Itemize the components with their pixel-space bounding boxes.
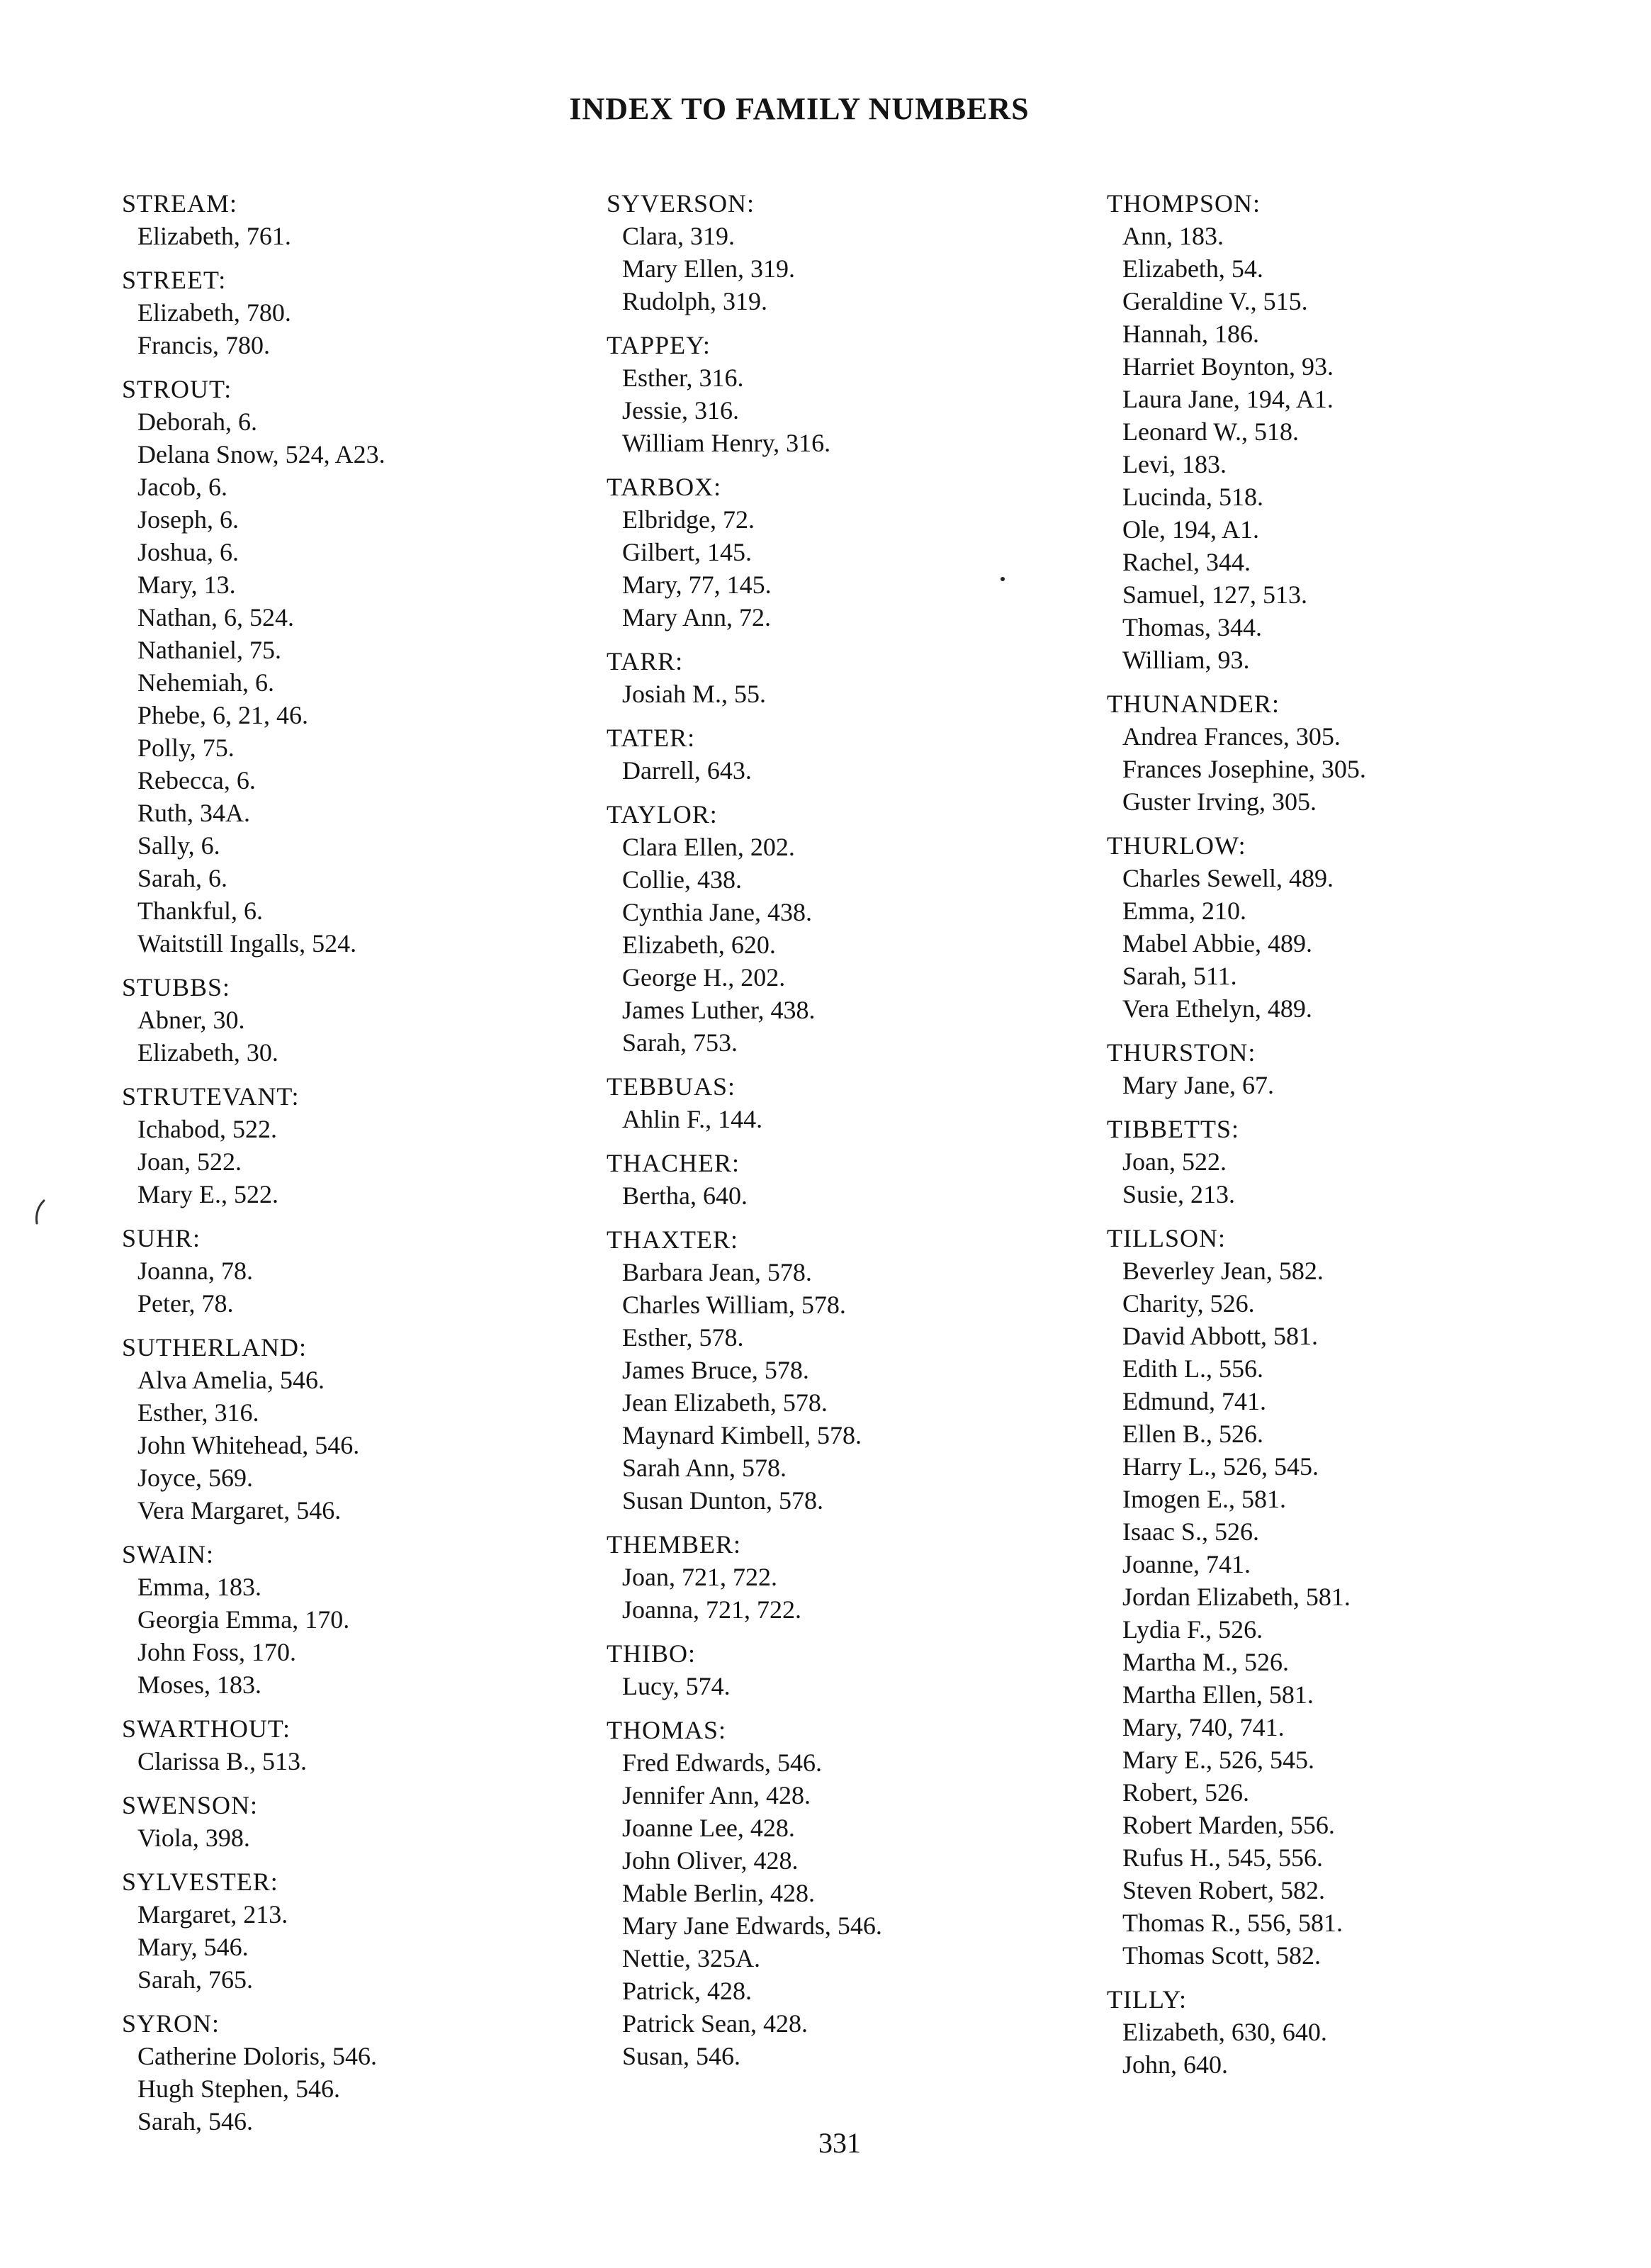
surname-group [1107, 187, 1574, 676]
index-entry: Charity, 526. [1122, 1289, 1255, 1318]
margin-pencil-mark [31, 1198, 48, 1226]
index-entry: Sarah, 753. [622, 1028, 738, 1057]
index-entry: Mary, 13. [137, 571, 236, 599]
index-entry: Emma, 210. [1122, 897, 1246, 925]
index-entry: Ellen B., 526. [1122, 1420, 1263, 1448]
index-entry: Susie, 213. [1122, 1180, 1236, 1208]
index-entry: William Henry, 316. [622, 429, 831, 457]
index-entry: Charles William, 578. [622, 1291, 846, 1319]
index-entry: Moses, 183. [137, 1671, 262, 1699]
surname-heading: SWARTHOUT: [122, 1714, 291, 1743]
surname-heading: SYVERSON: [607, 189, 755, 218]
index-entry: Rachel, 344. [1122, 548, 1251, 576]
surname-heading: SYLVESTER: [122, 1868, 278, 1896]
index-entry: Joan, 522. [1122, 1147, 1227, 1176]
index-entry: Susan Dunton, 578. [622, 1486, 824, 1515]
index-entry: Joshua, 6. [137, 538, 239, 566]
surname-heading: SUTHERLAND: [122, 1333, 307, 1362]
index-entry: Levi, 183. [1122, 450, 1227, 478]
index-entry: Nehemiah, 6. [137, 668, 274, 697]
page-title: INDEX TO FAMILY NUMBERS [569, 91, 1030, 126]
index-entry: Joanna, 721, 722. [622, 1595, 801, 1624]
index-entry: Sarah, 765. [137, 1965, 253, 1994]
index-entry: Mary, 546. [137, 1933, 249, 1961]
surname-heading: TILLSON: [1107, 1224, 1226, 1252]
index-entry: Deborah, 6. [137, 408, 257, 436]
index-entry: Elizabeth, 780. [137, 298, 291, 327]
index-entry: Hannah, 186. [1122, 320, 1259, 348]
index-entry: Elizabeth, 630, 640. [1122, 2018, 1327, 2046]
surname-group [1107, 1222, 1574, 1972]
index-column-2 [607, 187, 1074, 2084]
surname-group [122, 1789, 590, 1854]
surname-heading: STRUTEVANT: [122, 1082, 300, 1111]
index-entry: Elbridge, 72. [622, 505, 755, 534]
index-entry: Catherine Doloris, 546. [137, 2042, 377, 2070]
surname-group [607, 471, 1074, 634]
surname-heading: STROUT: [122, 375, 232, 403]
index-entry: Vera Ethelyn, 489. [1122, 994, 1312, 1023]
index-entry: John Oliver, 428. [622, 1846, 799, 1875]
index-entry: Robert, 526. [1122, 1778, 1249, 1807]
surname-heading: THURSTON: [1107, 1038, 1256, 1067]
surname-heading: TILLY: [1107, 1985, 1188, 2014]
surname-heading: SYRON: [122, 2009, 220, 2038]
index-entry: James Bruce, 578. [622, 1356, 809, 1384]
index-column-1 [122, 187, 590, 2149]
index-entry: Esther, 316. [622, 364, 744, 392]
index-entry: Phebe, 6, 21, 46. [137, 701, 308, 729]
surname-group [607, 1070, 1074, 1135]
surname-group [122, 1222, 590, 1320]
index-entry: Emma, 183. [137, 1573, 261, 1601]
index-entry: Joanne Lee, 428. [622, 1814, 795, 1842]
index-entry: Patrick, 428. [622, 1977, 752, 2005]
surname-heading: SWENSON: [122, 1791, 259, 1819]
index-entry: John, 640. [1122, 2050, 1229, 2079]
index-entry: Thomas Scott, 582. [1122, 1941, 1321, 1970]
index-entry: Thomas R., 556, 581. [1122, 1909, 1343, 1937]
surname-group [607, 798, 1074, 1059]
surname-group [122, 264, 590, 361]
surname-group [1107, 1983, 1574, 2081]
index-entry: Joanna, 78. [137, 1257, 253, 1285]
index-entry: Rufus H., 545, 556. [1122, 1843, 1324, 1872]
index-entry: Harriet Boynton, 93. [1122, 352, 1334, 381]
index-entry: Guster Irving, 305. [1122, 787, 1317, 816]
index-entry: Rudolph, 319. [622, 287, 768, 315]
index-entry: Sarah, 546. [137, 2107, 253, 2135]
index-entry: Waitstill Ingalls, 524. [137, 929, 357, 958]
surname-group [122, 2007, 590, 2138]
index-entry: Ann, 183. [1122, 222, 1224, 250]
index-entry: John Whitehead, 546. [137, 1431, 360, 1459]
index-entry: Martha Ellen, 581. [1122, 1680, 1314, 1709]
index-entry: Mary Jane Edwards, 546. [622, 1911, 882, 1940]
index-entry: Sarah Ann, 578. [622, 1454, 787, 1482]
surname-group [1107, 1036, 1574, 1101]
index-entry: Lydia F., 526. [1122, 1615, 1263, 1644]
index-entry: Josiah M., 55. [622, 680, 767, 708]
index-entry: Edmund, 741. [1122, 1387, 1266, 1415]
surname-heading: THOMAS: [607, 1716, 727, 1744]
index-entry: Beverley Jean, 582. [1122, 1257, 1324, 1285]
index-entry: Elizabeth, 620. [622, 931, 776, 959]
index-entry: Mary E., 526, 545. [1122, 1746, 1314, 1774]
surname-heading: TATER: [607, 724, 696, 752]
index-entry: Joan, 721, 722. [622, 1563, 777, 1591]
page-number: 331 [818, 2127, 861, 2159]
index-entry: Sarah, 511. [1122, 962, 1237, 990]
index-entry: Barbara Jean, 578. [622, 1258, 812, 1286]
index-entry: Geraldine V., 515. [1122, 287, 1308, 315]
index-entry: Jennifer Ann, 428. [622, 1781, 811, 1809]
index-entry: Ahlin F., 144. [622, 1105, 763, 1133]
index-entry: Mable Berlin, 428. [622, 1879, 815, 1907]
index-entry: Elizabeth, 30. [137, 1038, 278, 1067]
index-entry: Esther, 316. [137, 1398, 259, 1427]
index-entry: Nathan, 6, 524. [137, 603, 294, 631]
surname-group [1107, 1113, 1574, 1211]
index-entry: Mary, 740, 741. [1122, 1713, 1285, 1741]
index-entry: Joyce, 569. [137, 1464, 253, 1492]
index-entry: Leonard W., 518. [1122, 417, 1299, 446]
surname-heading: THAXTER: [607, 1225, 738, 1254]
index-entry: Jacob, 6. [137, 473, 227, 501]
surname-group [607, 645, 1074, 710]
index-entry: Sally, 6. [137, 831, 220, 860]
index-entry: Laura Jane, 194, A1. [1122, 385, 1334, 413]
index-entry: Susan, 546. [622, 2042, 741, 2070]
surname-heading: SWAIN: [122, 1540, 214, 1568]
index-entry: Edith L., 556. [1122, 1354, 1263, 1383]
surname-group [122, 1331, 590, 1527]
surname-group [607, 1223, 1074, 1517]
index-entry: Sarah, 6. [137, 864, 227, 892]
index-entry: Imogen E., 581. [1122, 1485, 1286, 1513]
index-entry: Polly, 75. [137, 734, 235, 762]
index-entry: Mabel Abbie, 489. [1122, 929, 1312, 958]
index-entry: Lucy, 574. [622, 1672, 731, 1700]
surname-heading: TARR: [607, 647, 684, 675]
surname-group [607, 329, 1074, 459]
index-entry: Thomas, 344. [1122, 613, 1262, 641]
index-entry: Fred Edwards, 546. [622, 1748, 822, 1777]
index-entry: Harry L., 526, 545. [1122, 1452, 1319, 1481]
surname-heading: TARBOX: [607, 473, 722, 501]
index-entry: Mary Ann, 72. [622, 603, 771, 631]
index-entry: Mary Ellen, 319. [622, 254, 795, 283]
surname-heading: STREET: [122, 266, 227, 294]
surname-heading: STUBBS: [122, 973, 231, 1001]
index-entry: Peter, 78. [137, 1289, 234, 1318]
surname-heading: THOMPSON: [1107, 189, 1261, 218]
index-entry: Esther, 578. [622, 1323, 744, 1352]
index-entry: Gilbert, 145. [622, 538, 752, 566]
surname-heading: TEBBUAS: [607, 1072, 736, 1101]
index-entry: Ichabod, 522. [137, 1115, 277, 1143]
index-entry: Jean Elizabeth, 578. [622, 1388, 828, 1417]
index-entry: Ole, 194, A1. [1122, 515, 1259, 544]
surname-group [607, 187, 1074, 318]
index-entry: Isaac S., 526. [1122, 1517, 1259, 1546]
index-entry: Joan, 522. [137, 1147, 242, 1176]
index-entry: Vera Margaret, 546. [137, 1496, 342, 1525]
index-column-3 [1107, 187, 1574, 2092]
surname-group [607, 722, 1074, 787]
index-entry: Clara, 319. [622, 222, 735, 250]
index-entry: George H., 202. [622, 963, 786, 992]
surname-heading: TAPPEY: [607, 331, 711, 359]
index-entry: Cynthia Jane, 438. [622, 898, 812, 926]
index-entry: Elizabeth, 761. [137, 222, 291, 250]
index-entry: Bertha, 640. [622, 1181, 748, 1210]
index-entry: Viola, 398. [137, 1824, 250, 1852]
index-entry: Mary Jane, 67. [1122, 1071, 1274, 1099]
surname-heading: THACHER: [607, 1149, 740, 1177]
index-entry: Francis, 780. [137, 331, 270, 359]
surname-heading: THIBO: [607, 1639, 696, 1668]
surname-heading: STREAM: [122, 189, 238, 218]
index-entry: John Foss, 170. [137, 1638, 297, 1666]
surname-heading: THUNANDER: [1107, 690, 1280, 718]
index-entry: Lucinda, 518. [1122, 483, 1263, 511]
surname-group [122, 1712, 590, 1778]
surname-group [122, 1538, 590, 1701]
index-entry: Ruth, 34A. [137, 799, 251, 827]
index-entry: Mary E., 522. [137, 1180, 278, 1208]
stray-ink-dot [1001, 577, 1005, 581]
index-entry: Maynard Kimbell, 578. [622, 1421, 862, 1449]
index-entry: Rebecca, 6. [137, 766, 256, 795]
index-entry: Steven Robert, 582. [1122, 1876, 1325, 1904]
index-entry: Delana Snow, 524, A23. [137, 440, 385, 468]
index-entry: Georgia Emma, 170. [137, 1605, 350, 1634]
index-entry: Charles Sewell, 489. [1122, 864, 1334, 892]
surname-group [1107, 829, 1574, 1025]
index-entry: Elizabeth, 54. [1122, 254, 1263, 283]
index-entry: Joseph, 6. [137, 505, 239, 534]
index-entry: Samuel, 127, 513. [1122, 580, 1307, 609]
index-entry: Clarissa B., 513. [137, 1747, 307, 1775]
surname-heading: TIBBETTS: [1107, 1115, 1239, 1143]
surname-group [1107, 687, 1574, 818]
index-entry: Margaret, 213. [137, 1900, 288, 1929]
index-entry: Nathaniel, 75. [137, 636, 281, 664]
index-entry: James Luther, 438. [622, 996, 816, 1024]
index-entry: David Abbott, 581. [1122, 1322, 1318, 1350]
surname-heading: SUHR: [122, 1224, 201, 1252]
surname-group [122, 971, 590, 1069]
index-entry: Jessie, 316. [622, 396, 739, 425]
index-entry: Frances Josephine, 305. [1122, 755, 1366, 783]
surname-group [607, 1528, 1074, 1626]
index-entry: Darrell, 643. [622, 756, 752, 785]
index-entry: Collie, 438. [622, 865, 742, 894]
index-entry: William, 93. [1122, 646, 1250, 674]
index-entry: Andrea Frances, 305. [1122, 722, 1341, 751]
index-entry: Clara Ellen, 202. [622, 833, 795, 861]
surname-heading: TAYLOR: [607, 800, 718, 829]
surname-group [122, 373, 590, 960]
index-entry: Mary, 77, 145. [622, 571, 772, 599]
surname-heading: THEMBER: [607, 1530, 742, 1559]
index-entry: Alva Amelia, 546. [137, 1366, 325, 1394]
index-entry: Joanne, 741. [1122, 1550, 1251, 1578]
index-entry: Thankful, 6. [137, 897, 263, 925]
surname-group [607, 1147, 1074, 1212]
surname-group [122, 1865, 590, 1996]
index-entry: Robert Marden, 556. [1122, 1811, 1335, 1839]
surname-group [122, 187, 590, 252]
surname-group [607, 1637, 1074, 1702]
index-entry: Nettie, 325A. [622, 1944, 760, 1972]
index-entry: Martha M., 526. [1122, 1648, 1289, 1676]
index-entry: Jordan Elizabeth, 581. [1122, 1583, 1351, 1611]
surname-group [607, 1714, 1074, 2072]
index-entry: Patrick Sean, 428. [622, 2009, 808, 2038]
index-entry: Abner, 30. [137, 1006, 245, 1034]
index-entry: Hugh Stephen, 546. [137, 2075, 340, 2103]
surname-heading: THURLOW: [1107, 831, 1246, 860]
surname-group [122, 1080, 590, 1211]
